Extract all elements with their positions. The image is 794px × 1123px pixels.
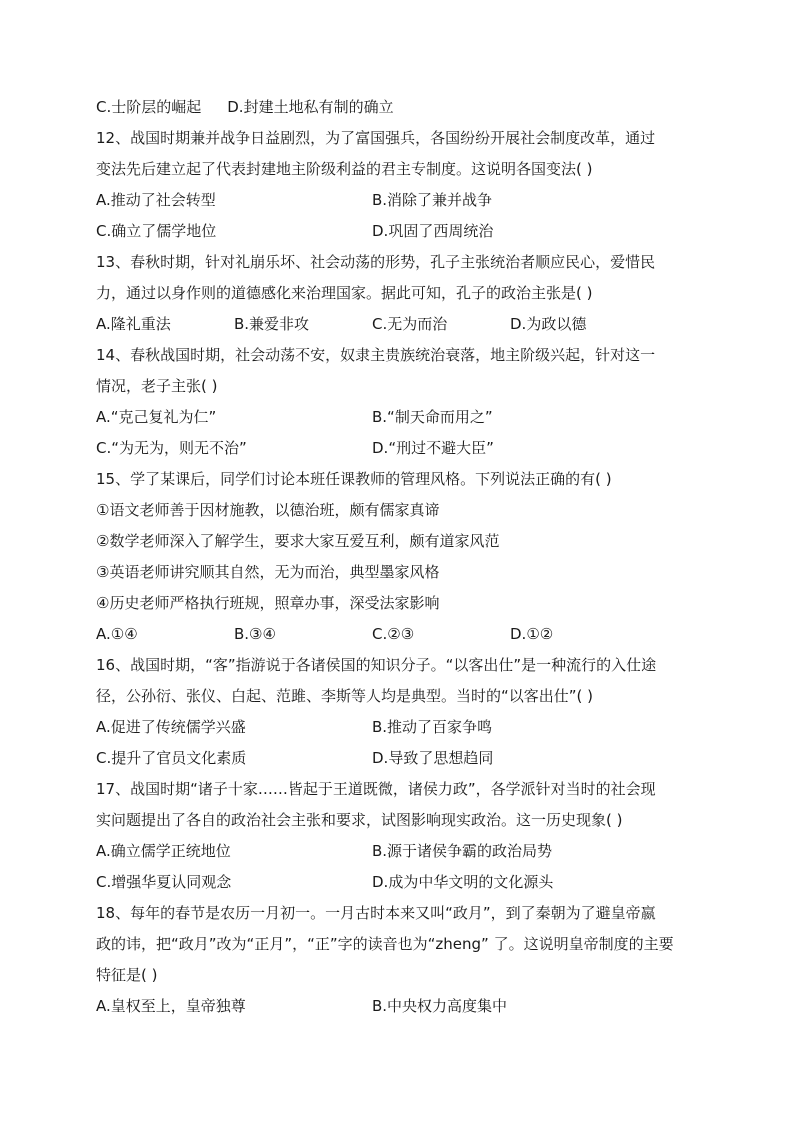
question-line: 力，通过以身作则的道德感化来治理国家。据此可知，孔子的政治主张是( ) [96,284,593,302]
option-d: D.封建土地私有制的确立 [227,98,394,116]
option-b: B.中央权力高度集中 [372,997,508,1015]
option-d: D.成为中华文明的文化源头 [372,873,554,891]
option-c: C.士阶层的崛起 [96,98,202,116]
exam-page [96,92,696,1022]
option-b: B.“制天命而用之” [372,408,493,426]
option-b: B.兼爱非攻 [234,315,310,333]
option-a: A.促进了传统儒学兴盛 [96,718,246,736]
option-b: B.推动了百家争鸣 [372,718,493,736]
options-row [96,216,696,247]
question-line: 15、学了某课后，同学们讨论本班任课教师的管理风格。下列说法正确的有( ) [96,470,612,488]
options-row [96,309,696,340]
options-row [96,402,696,433]
option-c: C.无为而治 [372,315,448,333]
options-row [96,712,696,743]
question-line: 18、每年的春节是农历一月初一。一月古时本来又叫“政月”，到了秦朝为了避皇帝嬴 [96,904,656,922]
option-a: A.①④ [96,625,138,643]
statement-1: ①语文老师善于因材施教，以德治班，颇有儒家真谛 [96,501,440,519]
question-line: 变法先后建立起了代表封建地主阶级利益的君主专制度。这说明各国变法( ) [96,160,593,178]
option-a: A.“克己复礼为仁” [96,408,217,426]
question-line: 实问题提出了各自的政治社会主张和要求，试图影响现实政治。这一历史现象( ) [96,811,623,829]
option-c: C.“为无为，则无不治” [96,439,247,457]
option-a: A.隆礼重法 [96,315,171,333]
option-c: C.确立了儒学地位 [96,222,217,240]
question-line: 特征是( ) [96,966,158,984]
option-c: C.提升了官员文化素质 [96,749,247,767]
q11-options-cd [96,92,696,123]
options-row [96,743,696,774]
question-18 [96,898,696,1022]
option-d: D.为政以德 [510,315,587,333]
option-a: A.确立儒学正统地位 [96,842,231,860]
options-row [96,185,696,216]
statement-3: ③英语老师讲究顺其自然，无为而治，典型墨家风格 [96,563,440,581]
options-row [96,433,696,464]
question-line: 12、战国时期兼并战争日益剧烈，为了富国强兵，各国纷纷开展社会制度改革，通过 [96,129,656,147]
option-c: C.②③ [372,625,415,643]
option-d: D.导致了思想趋同 [372,749,494,767]
options-row [96,619,696,650]
question-line: 13、春秋时期，针对礼崩乐坏、社会动荡的形势，孔子主张统治者顺应民心，爱惜民 [96,253,656,271]
question-13 [96,247,696,340]
question-14 [96,340,696,464]
option-b: B.源于诸侯争霸的政治局势 [372,842,553,860]
statement-4: ④历史老师严格执行班规，照章办事，深受法家影响 [96,594,440,612]
question-line: 政的讳，把“政月”改为“正月”，“正”字的读音也为“zheng” 了。这说明皇帝制度的主要 [96,935,674,953]
question-line: 14、春秋战国时期，社会动荡不安，奴隶主贵族统治衰落，地主阶级兴起，针对这一 [96,346,656,364]
option-c: C.增强华夏认同观念 [96,873,232,891]
option-a: A.皇权至上，皇帝独尊 [96,997,246,1015]
options-row [96,836,696,867]
option-b: B.③④ [234,625,276,643]
option-d: D.①② [510,625,554,643]
options-row [96,867,696,898]
statement-2: ②数学老师深入了解学生，要求大家互爱互利，颇有道家风范 [96,532,500,550]
option-d: D.巩固了西周统治 [372,222,494,240]
question-line: 情况，老子主张( ) [96,377,218,395]
question-12 [96,123,696,247]
question-15 [96,464,696,650]
question-line: 16、战国时期，“客”指游说于各诸侯国的知识分子。“以客出仕”是一种流行的入仕途 [96,656,657,674]
question-17 [96,774,696,898]
question-16 [96,650,696,774]
options-row [96,991,696,1022]
option-d: D.“刑过不避大臣” [372,439,494,457]
option-a: A.推动了社会转型 [96,191,216,209]
option-b: B.消除了兼并战争 [372,191,493,209]
question-line: 17、战国时期“诸子十家……皆起于王道既微，诸侯力政”，各学派针对当时的社会现 [96,780,656,798]
question-line: 径，公孙衍、张仪、白起、范雎、李斯等人均是典型。当时的“以客出仕”( ) [96,687,594,705]
